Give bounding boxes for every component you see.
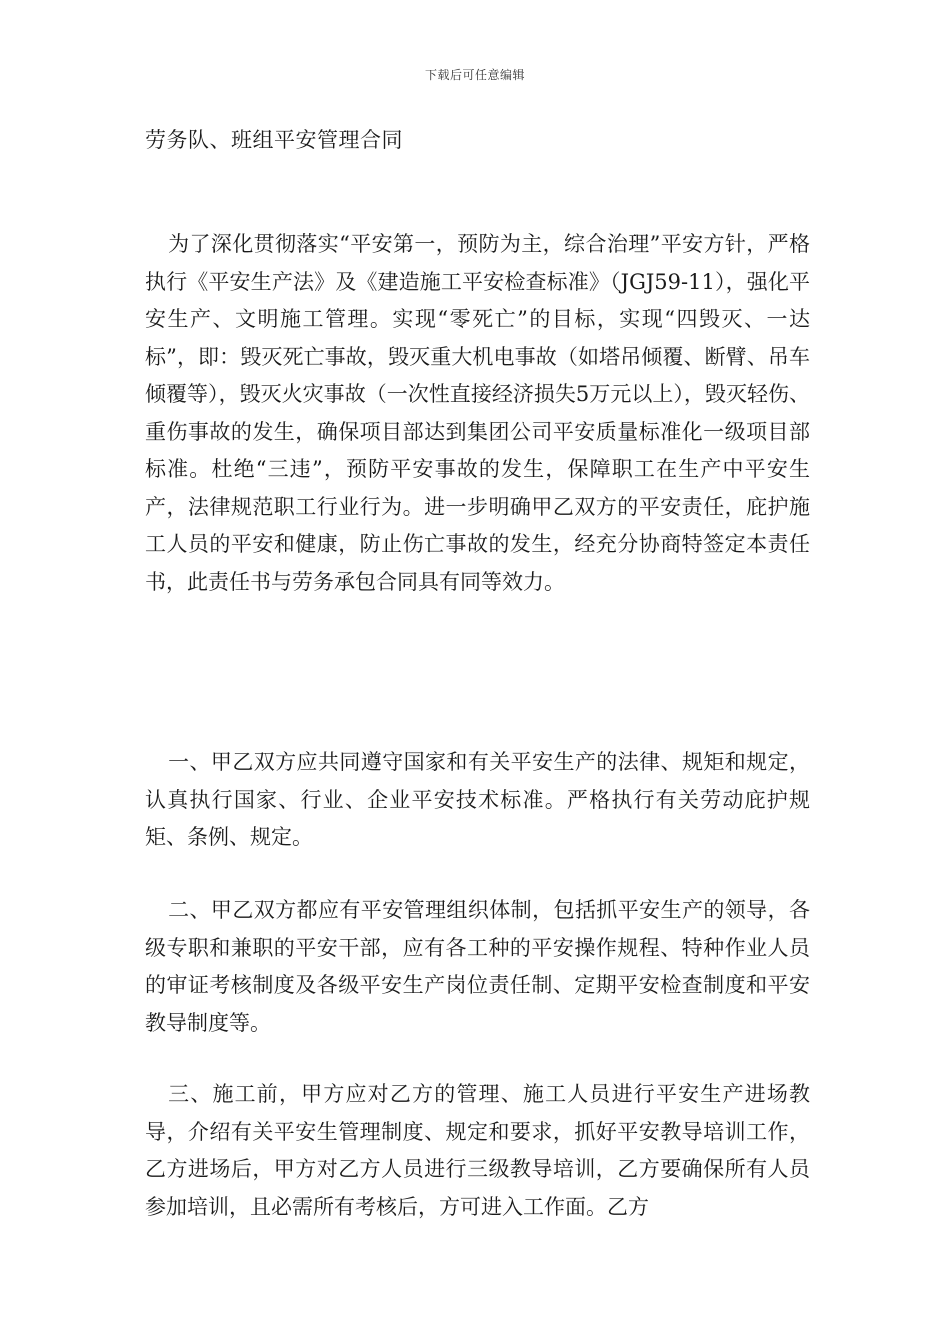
clause-2-paragraph: 二、甲乙双方都应有平安管理组织体制，包括抓平安生产的领导，各级专职和兼职的平安干部，应有各工种的平安操作规程、特种作业人员的审证考核制度及各级平安生产岗位责任制、定期平安检查制度和平安教导制度等。 [145,898,810,1035]
header-note: 下载后可任意编辑 [424,68,525,82]
clause-3-paragraph: 三、施工前，甲方应对乙方的管理、施工人员进行平安生产进场教导，介绍有关平安生管理制度、规定和要求，抓好平安教导培训工作，乙方进场后，甲方对乙方人员进行三级教导培训，乙方要确保所有人员参加培训，且必需所有考核后，方可进入工作面。乙方 [145,1082,810,1219]
document-title: 劳务队、班组平安管理合同 [145,128,403,152]
intro-paragraph: 为了深化贯彻落实“平安第一，预防为主，综合治理”平安方针，严格执行《平安生产法》及《建造施工平安检查标准》（JGJ59-11），强化平安生产、文明施工管理。实现“零死亡”的目标，实现“四毁灭、一达标”，即：毁灭死亡事故，毁灭重大机电事故（如塔吊倾覆、断臂、吊车倾覆等），毁灭火灾事故（一次性直接经济损失5万元以上），毁灭轻伤、重伤事故的发生，确保项目部达到集团公司平安质量标准化一级项目部标准。杜绝“三违”，预防平安事故的发生，保障职工在生产中平安生产，法律规范职工行业行为。进一步明确甲乙双方的平安责任，庇护施工人员的平安和健康，防止伤亡事故的发生，经充分协商特签定本责任书，此责任书与劳务承包合同具有同等效力。 [145,232,810,594]
clause-1-paragraph: 一、甲乙双方应共同遵守国家和有关平安生产的法律、规矩和规定，认真执行国家、行业、企业平安技术标准。严格执行有关劳动庇护规矩、条例、规定。 [145,750,810,849]
